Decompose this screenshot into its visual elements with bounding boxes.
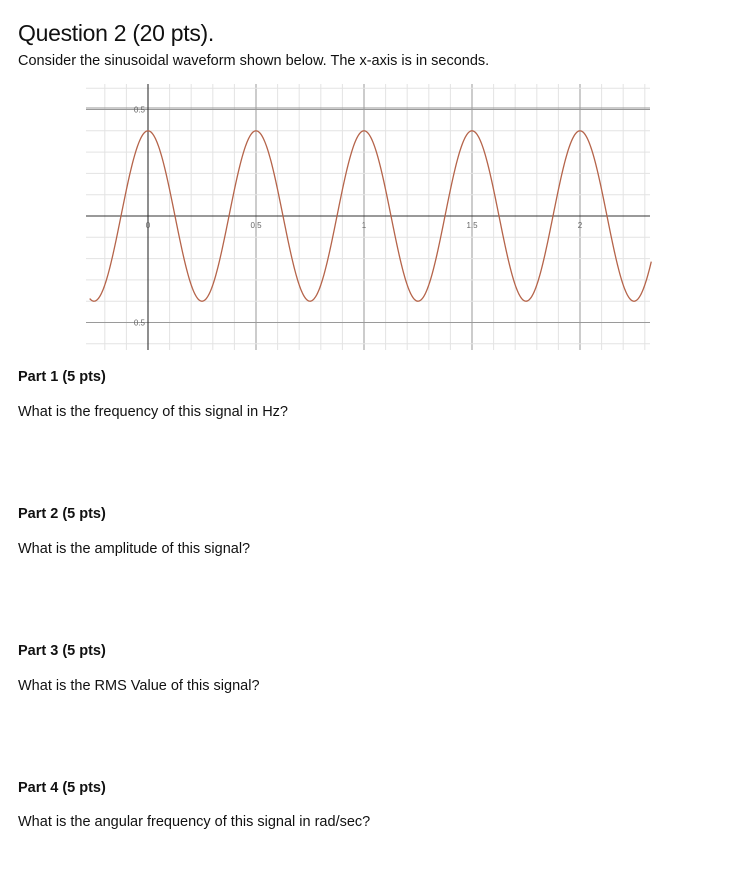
part-1-heading: Part 1 (5 pts) [18, 369, 106, 385]
part-4-question: What is the angular frequency of this signal in rad/sec? [18, 814, 371, 830]
x-tick-label: 1.5 [466, 221, 478, 230]
part-2-question: What is the amplitude of this signal? [18, 541, 251, 557]
part-3-heading: Part 3 (5 pts) [18, 643, 106, 659]
y-tick-label: 0.5 [133, 105, 145, 115]
question-intro: Consider the sinusoidal waveform shown below. The x-axis is in seconds. [18, 53, 490, 69]
chart-grid [86, 84, 650, 350]
x-tick-label: 1 [361, 221, 367, 230]
part-1-question: What is the frequency of this signal in Hz? [18, 404, 288, 420]
x-tick-label: 0.5 [250, 221, 262, 230]
x-tick-label: 2 [577, 221, 583, 230]
question-title: Question 2 (20 pts). [18, 20, 214, 46]
part-3-question: What is the RMS Value of this signal? [18, 678, 260, 694]
x-tick-label: 0 [145, 221, 151, 230]
part-2-heading: Part 2 (5 pts) [18, 506, 106, 522]
part-4-heading: Part 4 (5 pts) [18, 780, 106, 796]
y-tick-label: 0.5 [133, 318, 145, 328]
chart-axes [86, 84, 650, 350]
waveform-chart [0, 0, 730, 360]
